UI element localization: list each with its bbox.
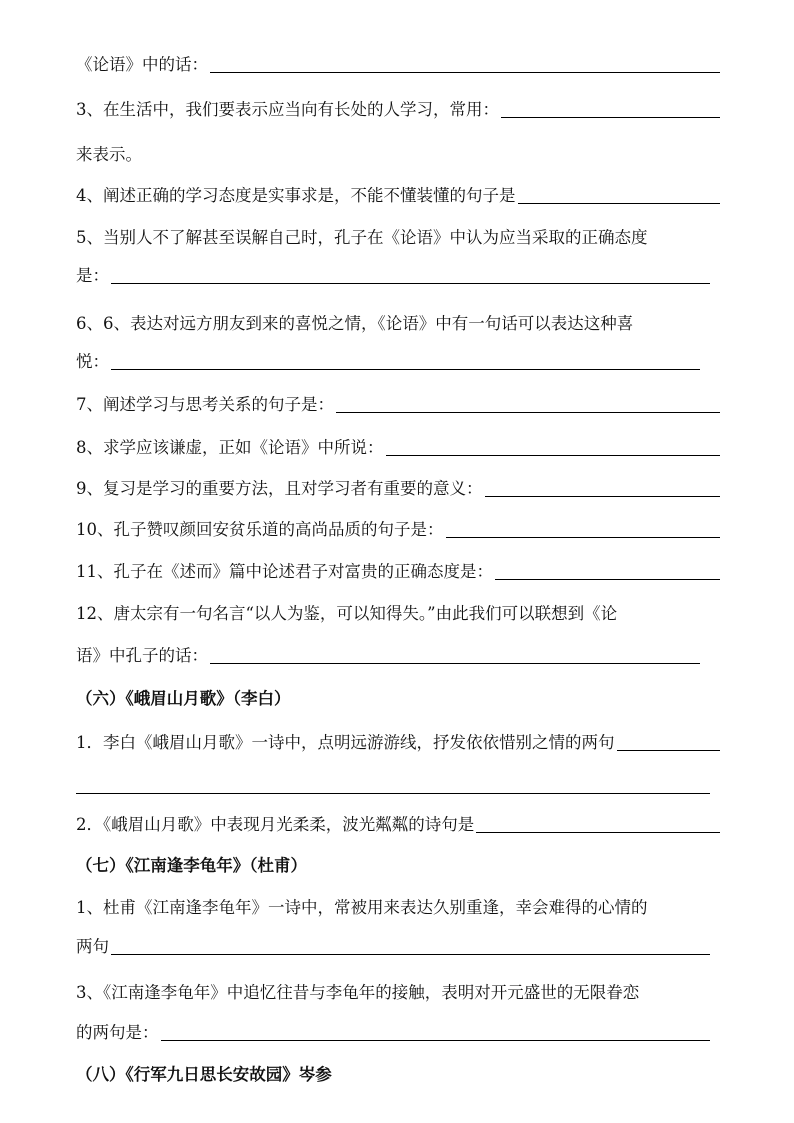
line-text: 3、在生活中，我们要表示应当向有长处的人学习，常用： [76,100,499,119]
question-9 [76,470,720,500]
line-text: 7、阐述学习与思考关系的句子是： [76,395,334,414]
question-5 [76,219,720,249]
line-text: 11、孔子在《述而》篇中论述君子对富贵的正确态度是： [76,562,493,581]
answer-blank[interactable] [446,537,721,538]
line-text: 的两句是： [76,1023,159,1042]
answer-blank[interactable] [476,832,720,833]
question-11 [76,553,720,583]
line-text: 1．李白《峨眉山月歌》一诗中，点明远游游线，抒发依依惜别之情的两句 [76,733,615,752]
question-3-continued [76,136,720,166]
line-text: 9、复习是学习的重要方法，且对学习者有重要的意义： [76,479,483,498]
line-text: 8、求学应该谦虚，正如《论语》中所说： [76,438,384,457]
answer-blank[interactable] [495,579,720,580]
question-12-answer-line [76,637,700,667]
answer-blank[interactable] [161,1040,711,1041]
line-text: 4、阐述正确的学习态度是实事求是，不能不懂装懂的句子是 [76,186,516,205]
line-text: 5、当别人不了解甚至误解自己时，孔子在《论语》中认为应当采取的正确态度 [76,228,648,247]
answer-blank[interactable] [210,72,720,73]
line-text: 语》中孔子的话： [76,646,208,665]
section7-question-3 [76,974,720,1004]
question-3 [76,91,720,121]
line-text: 1、杜甫《江南逢李龟年》一诗中，常被用来表达久别重逢，幸会难得的心情的 [76,898,648,917]
answer-blank[interactable] [111,283,710,284]
answer-blank[interactable] [485,496,721,497]
line-text: 10、孔子赞叹颜回安贫乐道的高尚品质的句子是： [76,520,444,539]
question-6-answer-line [76,343,700,373]
section-title: （六）《峨眉山月歌》（李白） [76,689,291,708]
section6-question-2 [76,806,720,836]
question-12 [76,595,720,625]
answer-blank[interactable] [518,203,721,204]
answer-blank[interactable] [617,750,721,751]
section7-question-1 [76,889,720,919]
section-heading-8 [76,1056,720,1086]
question-8 [76,429,720,459]
question-7 [76,386,720,416]
section7-question-3-answer-line [76,1014,710,1044]
answer-blank[interactable] [501,117,720,118]
line-text: 《论语》中的话： [76,55,208,74]
answer-blank[interactable] [76,793,710,794]
line-text: 12、唐太宗有一句名言“以人为鉴，可以知得失。”由此我们可以联想到《论 [76,604,618,623]
question-5-answer-line [76,257,710,287]
line-text: 悦： [76,352,109,371]
answer-blank[interactable] [210,663,700,664]
section-heading-6 [76,680,720,710]
line-text: 3、《江南逢李龟年》中追忆往昔与李龟年的接触，表明对开元盛世的无限眷恋 [76,983,640,1002]
line-text: 是： [76,266,109,285]
answer-blank[interactable] [111,954,710,955]
answer-blank[interactable] [111,369,700,370]
section-heading-7 [76,847,720,877]
section-title: （七）《江南逢李龟年》（杜甫） [76,856,307,875]
section6-question-1 [76,724,720,754]
question-6 [76,305,720,335]
section6-question-1-answer-line [76,767,710,797]
question-4 [76,177,720,207]
line-text: 来表示。 [76,145,142,164]
answer-blank[interactable] [386,455,721,456]
answer-blank[interactable] [336,412,720,413]
section-title: （八）《行军九日思长安故园》岑参 [76,1065,332,1084]
line-text: 2．《峨眉山月歌》中表现月光柔柔，波光粼粼的诗句是 [76,815,475,834]
question-10 [76,511,720,541]
section7-question-1-answer-line [76,928,710,958]
line-text: 两句 [76,937,109,956]
line-text: 6、6、表达对远方朋友到来的喜悦之情，《论语》中有一句话可以表达这种喜 [76,314,634,333]
question-quote-line [76,46,720,76]
